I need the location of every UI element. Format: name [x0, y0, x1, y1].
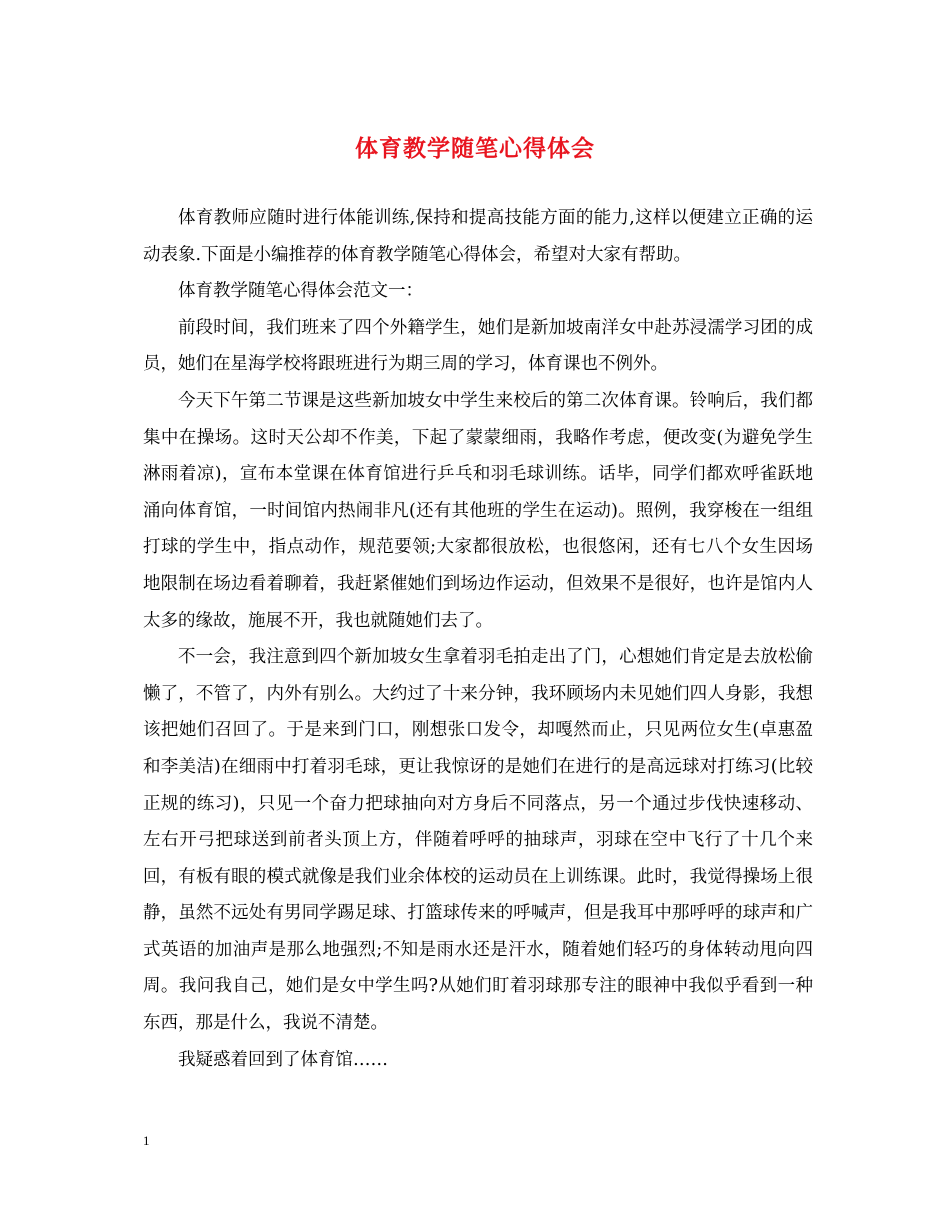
paragraph-intro: 体育教师应随时进行体能训练,保持和提高技能方面的能力,这样以便建立正确的运动表象.下面是小编推荐的体育教学随笔心得体会，希望对大家有帮助。 [143, 208, 813, 265]
paragraph-1: 前段时间，我们班来了四个外籍学生，她们是新加坡南洋女中赴苏浸濡学习团的成员，她们在星海学校将跟班进行为期三周的学习，体育课也不例外。 [143, 317, 813, 375]
page-number: 1 [143, 1133, 150, 1148]
paragraph-2: 今天下午第二节课是这些新加坡女中学生来校后的第二次体育课。铃响后，我们都集中在操场。这时天公却不作美，下起了蒙蒙细雨，我略作考虑，便改变(为避免学生淋雨着凉)，宣布本堂课在体育馆进行乒乓和羽毛球训练。话毕，同学们都欢呼雀跃地涌向体育馆，一时间馆内热闹非凡(还有其他班的学生在运动)。照例，我穿梭在一组组打球的学生中，指点动作，规范要领;大家都很放松，也很悠闲，还有七八个女生因场地限制在场边看着聊着，我赶紧催她们到场边作运动，但效果不是很好，也许是馆内人太多的缘故，施展不开，我也就随她们去了。 [143, 390, 813, 631]
paragraph-3: 不一会，我注意到四个新加坡女生拿着羽毛拍走出了门，心想她们肯定是去放松偷懒了，不管了，内外有别么。大约过了十来分钟，我环顾场内未见她们四人身影，我想该把她们召回了。于是来到门口，刚想张口发令，却嘎然而止，只见两位女生(卓惠盈和李美洁)在细雨中打着羽毛球，更让我惊讶的是她们在进行的是高远球对打练习(比较正规的练习)，只见一个奋力把球抽向对方身后不同落点，另一个通过步伐快速移动、左右开弓把球送到前者头顶上方，伴随着呼呼的抽球声，羽球在空中飞行了十几个来回，有板有眼的模式就像是我们业余体校的运动员在上训练课。此时，我觉得操场上很静，虽然不远处有男同学踢足球、打篮球传来的呼喊声，但是我耳中那呼呼的球声和广式英语的加油声是那么地强烈;不知是雨水还是汗水，随着她们轻巧的身体转动甩向四周。我问我自己，她们是女中学生吗?从她们盯着羽球那专注的眼神中我似乎看到一种东西，那是什么，我说不清楚。 [143, 647, 813, 1034]
document-body [143, 200, 813, 1078]
paragraph-4: 我疑惑着回到了体育馆…… [178, 1049, 388, 1070]
document-title: 体育教学随笔心得体会 [355, 136, 595, 162]
paragraph-section-heading: 体育教学随笔心得体会范文一： [178, 281, 423, 302]
